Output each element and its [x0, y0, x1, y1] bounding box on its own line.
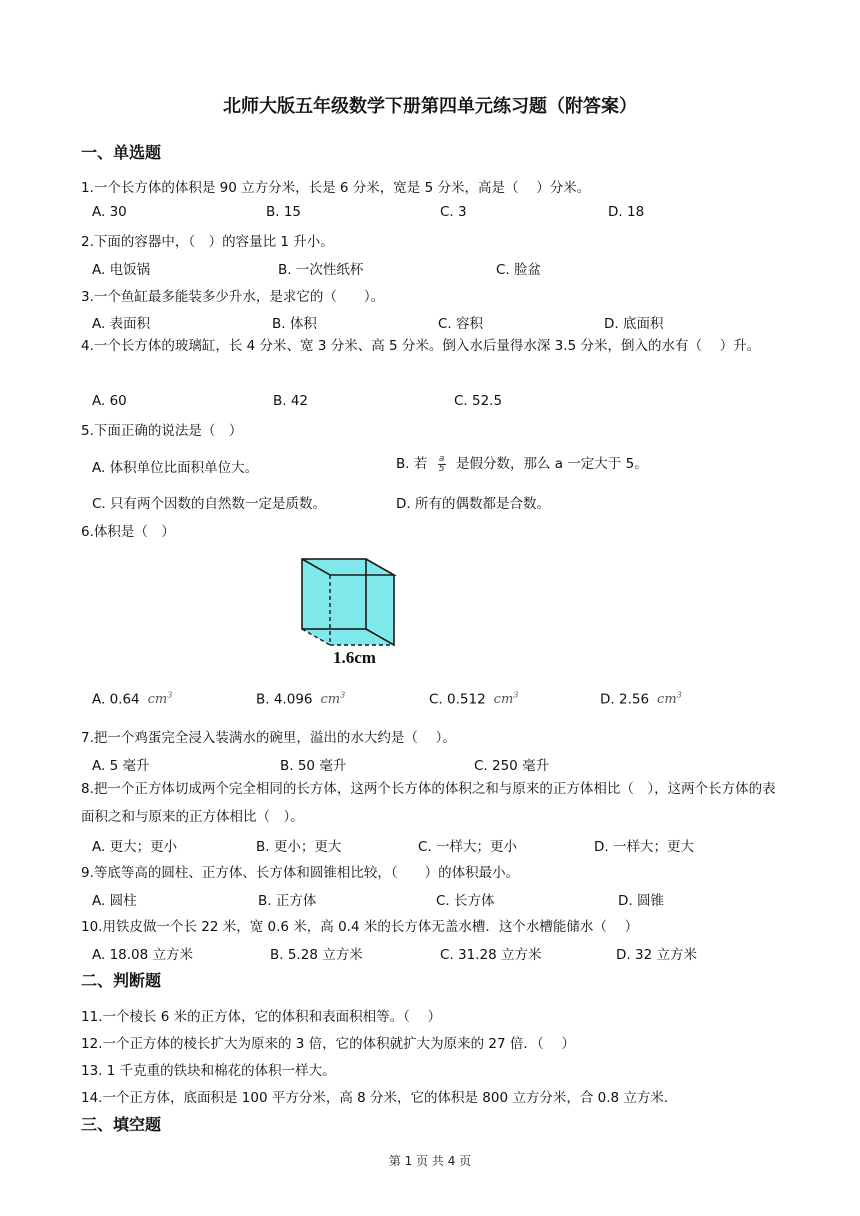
question-1: 1.一个长方体的体积是 90 立方分米，长是 6 分米，宽是 5 分米，高是（ ）分米。 [81, 180, 591, 196]
q8-option-a[interactable]: A. 更大；更小 [92, 839, 178, 855]
q9-option-a[interactable]: A. 圆柱 [92, 893, 137, 909]
q6-option-a[interactable] [92, 691, 172, 707]
q2-option-a[interactable]: A. 电饭锅 [92, 262, 151, 278]
q1-option-a[interactable]: A. 30 [92, 204, 127, 220]
question-4: 4.一个长方体的玻璃缸，长 4 分米、宽 3 分米、高 5 分米。倒入水后量得水深 3.5 分米，倒入的水有（ ）升。 [81, 338, 761, 354]
unit-cubic-cm: $cm^3$ [147, 691, 173, 708]
q5-option-d[interactable]: D. 所有的偶数都是合数。 [396, 496, 550, 512]
q3-option-d[interactable]: D. 底面积 [604, 316, 664, 332]
q7-option-c[interactable]: C. 250 毫升 [474, 758, 550, 774]
q6-option-d[interactable] [600, 691, 682, 707]
q1-option-c[interactable]: C. 3 [440, 204, 467, 220]
question-13: 13. 1 千克重的铁块和棉花的体积一样大。 [81, 1063, 336, 1079]
question-2: 2.下面的容器中，（ ）的容量比 1 升小。 [81, 234, 334, 250]
section-heading-single-choice: 一、单选题 [81, 143, 162, 162]
cube-fill [302, 559, 394, 645]
question-7: 7.把一个鸡蛋完全浸入装满水的碗里，溢出的水大约是（ ）。 [81, 730, 456, 746]
q4-option-c[interactable]: C. 52.5 [454, 393, 503, 409]
q5-option-b-prefix: B. 若 [396, 456, 428, 472]
fraction-denominator: 5 [438, 463, 445, 474]
question-8: 8.把一个正方体切成两个完全相同的长方体，这两个长方体的体积之和与原来的正方体相比（ ），这两个长方体的表面积之和与原来的正方体相比（ ）。 [81, 781, 776, 825]
q5-option-a[interactable]: A. 体积单位比面积单位大。 [92, 460, 259, 476]
unit-cubic-cm: $cm^3$ [493, 691, 519, 708]
q9-option-d[interactable]: D. 圆锥 [618, 893, 664, 909]
question-12: 12.一个正方体的棱长扩大为原来的 3 倍，它的体积就扩大为原来的 27 倍．（ ） [81, 1036, 575, 1052]
fraction-numerator: a [438, 453, 445, 464]
question-9: 9.等底等高的圆柱、正方体、长方体和圆锥相比较，（ ）的体积最小。 [81, 865, 520, 881]
q10-option-d[interactable]: D. 32 立方米 [616, 947, 697, 963]
question-14: 14.一个正方体，底面积是 100 平方分米，高 8 分米，它的体积是 800 立方分米，合 0.8 立方米． [81, 1090, 678, 1106]
cube-figure [296, 555, 400, 649]
q7-option-b[interactable]: B. 50 毫升 [280, 758, 347, 774]
q6-option-b[interactable] [256, 691, 345, 707]
question-11: 11.一个棱长 6 米的正方体，它的体积和表面积相等。（ ） [81, 1009, 442, 1025]
page-footer: 第 1 页 共 4 页 [388, 1154, 472, 1168]
q10-option-b[interactable]: B. 5.28 立方米 [270, 947, 363, 963]
q4-option-a[interactable]: A. 60 [92, 393, 127, 409]
unit-cubic-cm: $cm^3$ [320, 691, 346, 708]
q2-option-b[interactable]: B. 一次性纸杯 [278, 262, 364, 278]
q3-option-b[interactable]: B. 体积 [272, 316, 317, 332]
question-10: 10.用铁皮做一个长 22 米，宽 0.6 米，高 0.4 米的长方体无盖水槽．这个水槽能储水（ ） [81, 919, 639, 935]
cube-edge-label: 1.6cm [333, 648, 376, 667]
q7-option-a[interactable]: A. 5 毫升 [92, 758, 150, 774]
question-3: 3.一个鱼缸最多能装多少升水，是求它的（ ）。 [81, 289, 385, 305]
q6-option-c[interactable] [429, 691, 518, 707]
q8-option-b[interactable]: B. 更小；更大 [256, 839, 342, 855]
q4-option-b[interactable]: B. 42 [273, 393, 309, 409]
q6-option-b-value: B. 4.096 [256, 691, 313, 708]
q3-option-a[interactable]: A. 表面积 [92, 316, 151, 332]
q6-option-d-value: D. 2.56 [600, 691, 650, 708]
q3-option-c[interactable]: C. 容积 [438, 316, 484, 332]
question-6: 6.体积是（ ） [81, 524, 175, 540]
unit-cubic-cm: $cm^3$ [657, 691, 682, 708]
q6-option-c-value: C. 0.512 [429, 691, 486, 708]
q9-option-c[interactable]: C. 长方体 [436, 893, 495, 909]
q8-option-c[interactable]: C. 一样大；更小 [418, 839, 518, 855]
fraction-a-over-5 [438, 455, 446, 474]
page-title: 北师大版五年级数学下册第四单元练习题（附答案） [223, 96, 637, 117]
section-heading-fill-in: 三、填空题 [81, 1115, 162, 1134]
q5-option-b[interactable] [396, 452, 648, 474]
q9-option-b[interactable]: B. 正方体 [258, 893, 317, 909]
question-5: 5.下面正确的说法是（ ） [81, 423, 243, 439]
q6-option-a-value: A. 0.64 [92, 691, 140, 708]
q1-option-b[interactable]: B. 15 [266, 204, 302, 220]
q8-option-d[interactable]: D. 一样大；更大 [594, 839, 694, 855]
q5-option-c[interactable]: C. 只有两个因数的自然数一定是质数。 [92, 496, 327, 512]
q2-option-c[interactable]: C. 脸盆 [496, 262, 542, 278]
q10-option-a[interactable]: A. 18.08 立方米 [92, 947, 194, 963]
q1-option-d[interactable]: D. 18 [608, 204, 645, 220]
section-heading-true-false: 二、判断题 [81, 971, 162, 990]
q5-option-b-suffix: 是假分数，那么 a 一定大于 5。 [455, 456, 648, 472]
q10-option-c[interactable]: C. 31.28 立方米 [440, 947, 542, 963]
